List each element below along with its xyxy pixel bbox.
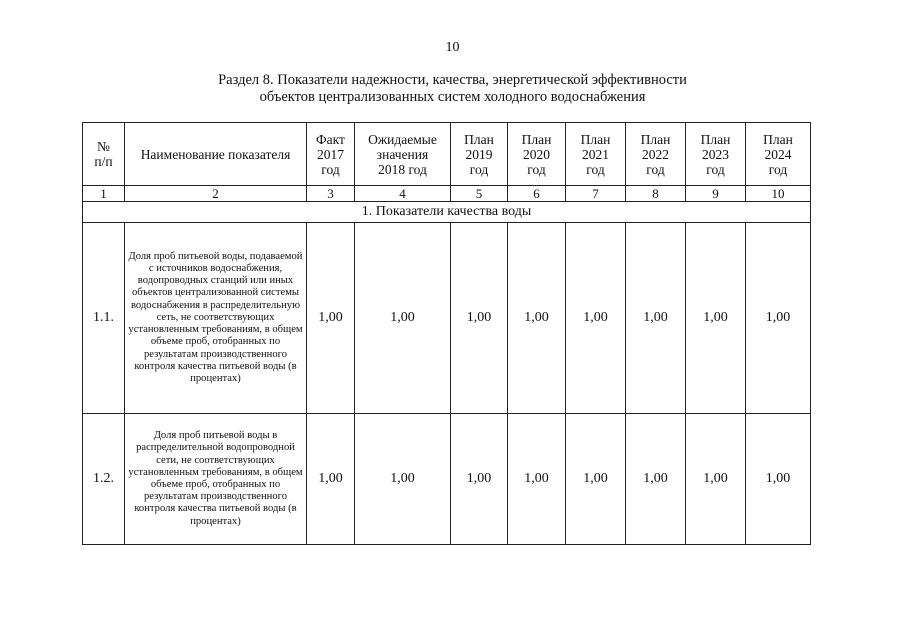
column-number: 2 [125,186,307,202]
page-number: 10 [445,40,460,55]
column-number: 7 [566,186,626,202]
value-cell: 1,00 [626,414,686,545]
value-cell: 1,00 [746,223,811,414]
value-cell: 1,00 [686,414,746,545]
column-number: 3 [307,186,355,202]
value-cell: 1,00 [566,223,626,414]
indicator-name: Доля проб питьевой воды в распределительной водопроводной сети, не соответствующих установленным требованиям, в общем объеме проб, отобранных по результатам производственного контроля качества питьевой воды (в процентах) [125,414,307,545]
indicator-name: Доля проб питьевой воды, подаваемой с источников водоснабжения, водопроводных станций или иных объектов централизованной системы водоснабжения в распределительную сеть, не соответствующих установленным требованиям, в общем объеме проб, отобранных по результатам производственного контроля качества питьевой воды (в процентах) [125,223,307,414]
value-cell: 1,00 [355,414,451,545]
section-title-line-2: объектов централизованных систем холодного водоснабжения [259,89,646,105]
column-number: 6 [508,186,566,202]
header-row [83,123,811,186]
column-number: 8 [626,186,686,202]
group-title: 1. Показатели качества воды [83,202,811,223]
value-cell: 1,00 [566,414,626,545]
header-plan-2023: План 2023 год [686,123,746,186]
header-plan-2024: План 2024 год [746,123,811,186]
group-row-water-quality [83,202,811,223]
indicators-table [82,122,811,545]
header-num: № п/п [83,123,125,186]
header-fact-2017: Факт 2017 год [307,123,355,186]
value-cell: 1,00 [686,223,746,414]
value-cell: 1,00 [451,414,508,545]
row-number: 1.1. [83,223,125,414]
section-title [0,72,905,106]
header-plan-2022: План 2022 год [626,123,686,186]
header-expected-2018: Ожидаемые значения 2018 год [355,123,451,186]
value-cell: 1,00 [451,223,508,414]
value-cell: 1,00 [355,223,451,414]
column-numbering-row [83,186,811,202]
value-cell: 1,00 [508,223,566,414]
table-row [83,223,811,414]
value-cell: 1,00 [626,223,686,414]
column-number: 4 [355,186,451,202]
column-number: 5 [451,186,508,202]
header-plan-2020: План 2020 год [508,123,566,186]
column-number: 9 [686,186,746,202]
row-number: 1.2. [83,414,125,545]
table-row [83,414,811,545]
section-title-line-1: Раздел 8. Показатели надежности, качества, энергетической эффективности [218,72,687,88]
value-cell: 1,00 [307,414,355,545]
value-cell: 1,00 [307,223,355,414]
header-plan-2019: План 2019 год [451,123,508,186]
column-number: 1 [83,186,125,202]
value-cell: 1,00 [746,414,811,545]
value-cell: 1,00 [508,414,566,545]
column-number: 10 [746,186,811,202]
header-plan-2021: План 2021 год [566,123,626,186]
header-indicator-name: Наименование показателя [125,123,307,186]
